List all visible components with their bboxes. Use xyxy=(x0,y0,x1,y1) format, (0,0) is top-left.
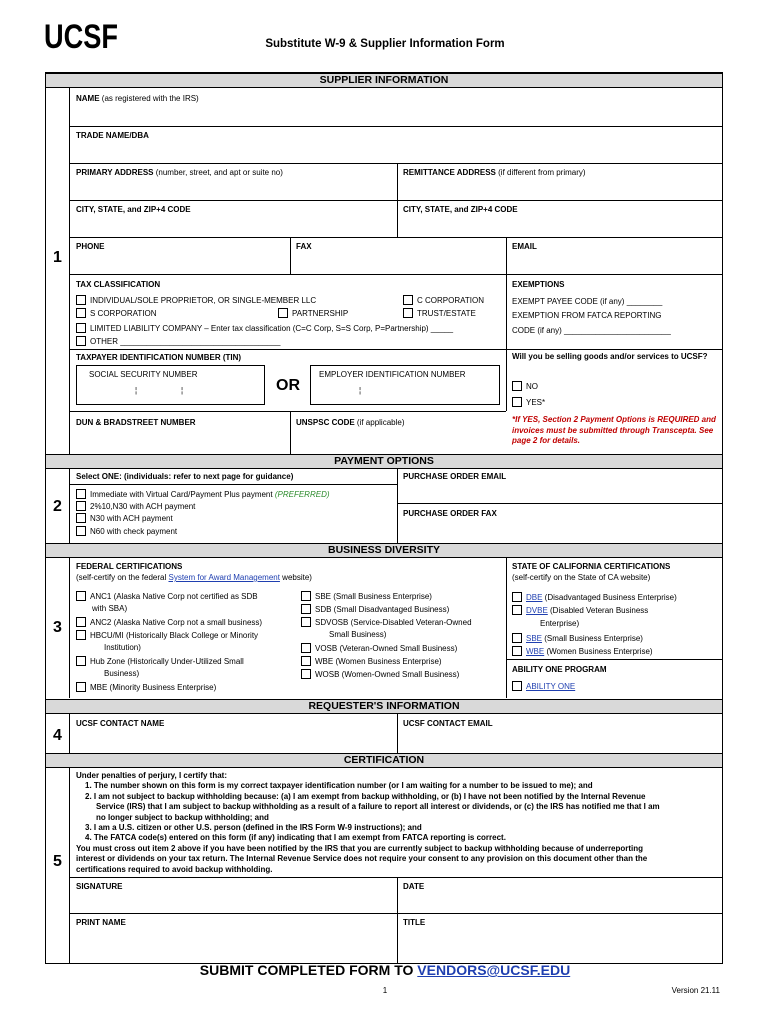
remit-city-state-zip-field[interactable]: CITY, STATE, and ZIP+4 CODE xyxy=(403,205,518,214)
payment-options-header: PAYMENT OPTIONS xyxy=(46,454,722,469)
federal-certifications-label: FEDERAL CERTIFICATIONS xyxy=(76,562,183,571)
state-certifications-label: STATE OF CALIFORNIA CERTIFICATIONS xyxy=(512,562,671,571)
payment-virtual-card-checkbox[interactable]: Immediate with Virtual Card/Payment Plus payment (PREFERRED) xyxy=(76,489,330,499)
fatca-code-field[interactable]: CODE (if any) ________________________ xyxy=(512,326,671,335)
select-one-label: Select ONE: (individuals: refer to next page for guidance) xyxy=(76,472,294,481)
anc1-checkbox[interactable]: ANC1 (Alaska Native Corp not certified as SDB xyxy=(76,591,258,601)
primary-address-field[interactable]: PRIMARY ADDRESS (number, street, and apt or suite no) xyxy=(76,168,283,177)
section-number-5: 5 xyxy=(53,853,62,870)
ability-one-checkbox[interactable]: ABILITY ONE xyxy=(512,681,575,691)
sdb-checkbox[interactable]: SDB (Small Disadvantaged Business) xyxy=(301,604,449,614)
city-state-zip-field[interactable]: CITY, STATE, and ZIP+4 CODE xyxy=(76,205,191,214)
tax-other-checkbox[interactable]: OTHER ____________________________________ xyxy=(76,336,280,346)
payment-n30-checkbox[interactable]: N30 with ACH payment xyxy=(76,513,173,523)
fatca-label: EXEMPTION FROM FATCA REPORTING xyxy=(512,311,662,320)
wosb-checkbox[interactable]: WOSB (Women-Owned Small Business) xyxy=(301,669,459,679)
certification-text: Under penalties of perjury, I certify that: 1. The number shown on this form is my correct taxpayer identification number (or I am waiting for a number to be issued to me); and 2. I am not subject to backup withholding because: (a) I am exempt from backup withholding, or (b) I have not been notified by the Internal Revenue Service (IRS) that I am subject to backup withholding as a result of a failure to report all interest or dividends, or (c) the IRS has notified me that I am no longer subject to backup withholding; and 3. I am a U.S. citizen or other U.S. person (defined in the IRS Form W-9 instructions); and 4. The FATCA code(s) entered on this form (if any) indicating that I am exempt from FATCA reporting is correct. You must cross out item 2 above if you have been notified by the IRS that you are currently subject to backup withholding because of underreporting interest or dividends on your tax return. The Internal Revenue Service does not require your consent to any provision on this document other than the certifications required to avoid backup withholding. xyxy=(76,771,660,874)
or-label: OR xyxy=(276,377,300,394)
version-label: Version 21.11 xyxy=(671,986,720,995)
signature-field[interactable]: SIGNATURE xyxy=(76,882,123,891)
state-note: (self-certify on the State of CA website) xyxy=(512,573,651,582)
section-number-3: 3 xyxy=(53,619,62,636)
wbe-fed-checkbox[interactable]: WBE (Women Business Enterprise) xyxy=(301,656,442,666)
tax-llc-checkbox[interactable]: LIMITED LIABILITY COMPANY – Enter tax classification (C=C Corp, S=S Corp, P=Partnership) _____ xyxy=(76,323,453,333)
unspsc-field[interactable]: UNSPSC CODE (if applicable) xyxy=(296,418,405,427)
hubzone-checkbox[interactable]: Hub Zone (Historically Under-Utilized Small xyxy=(76,656,244,666)
ein-box[interactable]: EMPLOYER IDENTIFICATION NUMBER ¦ xyxy=(310,365,500,405)
exemptions-label: EXEMPTIONS xyxy=(512,280,565,289)
payment-2-10-n30-checkbox[interactable]: 2%10,N30 with ACH payment xyxy=(76,501,195,511)
po-email-field[interactable]: PURCHASE ORDER EMAIL xyxy=(403,472,507,481)
trade-name-field[interactable]: TRADE NAME/DBA xyxy=(76,131,149,140)
section-number-4: 4 xyxy=(53,727,62,744)
date-field[interactable]: DATE xyxy=(403,882,425,891)
certification-header: CERTIFICATION xyxy=(46,753,722,768)
ssn-box[interactable]: SOCIAL SECURITY NUMBER ¦ ¦ xyxy=(76,365,265,405)
tax-classification-label: TAX CLASSIFICATION xyxy=(76,280,161,289)
sbe-fed-checkbox[interactable]: SBE (Small Business Enterprise) xyxy=(301,591,432,601)
payment-n60-checkbox[interactable]: N60 with check payment xyxy=(76,526,177,536)
page-number: 1 xyxy=(382,986,388,995)
mbe-checkbox[interactable]: MBE (Minority Business Enterprise) xyxy=(76,682,216,692)
exempt-payee-code-field[interactable]: EXEMPT PAYEE CODE (if any) ________ xyxy=(512,297,663,306)
print-name-field[interactable]: PRINT NAME xyxy=(76,918,126,927)
sam-link[interactable]: System for Award Management xyxy=(168,573,280,582)
phone-field[interactable]: PHONE xyxy=(76,242,105,251)
vosb-checkbox[interactable]: VOSB (Veteran-Owned Small Business) xyxy=(301,643,457,653)
section-number-1: 1 xyxy=(53,249,62,266)
hbcu-checkbox[interactable]: HBCU/MI (Historically Black College or Minority xyxy=(76,630,258,640)
supplier-information-header: SUPPLIER INFORMATION xyxy=(46,73,722,88)
selling-yes-checkbox[interactable]: YES* xyxy=(512,397,545,407)
ucsf-contact-email-field[interactable]: UCSF CONTACT EMAIL xyxy=(403,719,493,728)
ucsf-contact-name-field[interactable]: UCSF CONTACT NAME xyxy=(76,719,165,728)
w9-form: SUPPLIER INFORMATION 1 NAME (as registered with the IRS) TRADE NAME/DBA PRIMARY ADDRESS (number, street, and apt or suite no) REMITTANCE ADDRESS (if different from primary) CITY, STATE, and ZIP+4 CODE CITY, STATE, and ZIP+4 CODE PHONE FAX EMAIL TAX CLASSIFICATION INDIVIDUAL/SOLE PROPRIETOR, OR SINGLE-MEMBER LLC C CORPORATION S CORPORATION PARTNERSHIP TRUST/ESTATE LIMITED LIABILITY COMPANY – Enter tax classification (C=C Corp, S=S Corp, P=Partnership) _____ OTHER ____________________________________ EXEMPTIONS EXEMPT PAYEE CODE (if any) ________ EXEMPTION FROM FATCA REPORTING CODE (if any) ________________________ TAXPAYER IDENTIFICATION NUMBER (TIN) SOCIAL SECURITY NUMBER ¦ ¦ OR EMPLOYER IDENTIFICATION NUMBER ¦ Will you be selling goods and/or services to UCSF? NO YES* DUN & BRADSTREET NUMBER UNSPSC CODE (if applicable) *If YES, Section 2 Payment Options is REQUIRED and invoices must be submitted through Transcepta. See page 2 for details. PAYMENT OPTIONS 2 Select ONE: (individuals: refer to next page for guidance) Immediate with Virtual Card/Payment Plus payment (PREFERRED) 2%10,N30 with ACH payment N30 with ACH payment N60 with check payment PURCHASE ORDER EMAIL PURCHASE ORDER FAX BUSINESS DIVERSITY 3 FEDERAL CERTIFICATIONS (self-certify on the federal System for Award Management website) ANC1 (Alaska Native Corp not certified as SDB with SBA) ANC2 (Alaska Native Corp not a small business) HBCU/MI (Historically Black College or Minority Institution) Hub Zone (Historically Under-Utilized Small Business) MBE (Minority Business Enterprise) SBE (Small Business Enterprise) SDB (Small Disadvantaged Business) SDVOSB (Service-Disabled Veteran-Owned Small Business) VOSB (Veteran-Owned Small Business) WBE (Women Business Enterprise) WOSB (Women-Owned Small Business) STATE OF CALIFORNIA CERTIFICATIONS (self-certify on the State of CA website) DBE (Disadvantaged Business Enterprise) DVBE (Disabled Veteran Business Enterprise) SBE (Small Business Enterprise) WBE (Women Business Enterprise) ABILITY ONE PROGRAM ABILITY ONE REQUESTER'S INFORMATION 4 UCSF CONTACT NAME UCSF CONTACT EMAIL CERTIFICATION 5 Under penalties of perjury, I certify that: 1. The number shown on this form is my correct taxpayer identification number (or I am waiting for a number to be issued to me); and 2. I am not subject to backup withholding because: (a) I am exempt from backup withholding, or (b) I have not been notified by the Internal Revenue Service (IRS) that I am subject to backup withholding as a result of a failure to report all interest or dividends, or (c) the IRS has notified me that I am no longer subject to backup withholding; and 3. I am a U.S. citizen or other U.S. person (defined in the IRS Form W-9 instructions); and 4. The FATCA code(s) entered on this form (if any) indicating that I am exempt from FATCA reporting is correct. You must cross out item 2 above if you have been notified by the IRS that you are currently subject to backup withholding because of underreporting interest or dividends on your tax return. The Internal Revenue Service does not require your consent to any provision on this document other than the certifications required to avoid backup withholding. SIGNATURE DATE PRINT NAME TITLE xyxy=(45,72,723,964)
requesters-information-header: REQUESTER'S INFORMATION xyxy=(46,699,722,714)
vendors-email-link[interactable]: VENDORS@UCSF.EDU xyxy=(417,962,571,978)
tax-c-corp-checkbox[interactable]: C CORPORATION xyxy=(403,295,484,305)
email-field[interactable]: EMAIL xyxy=(512,242,537,251)
fax-field[interactable]: FAX xyxy=(296,242,312,251)
selling-no-checkbox[interactable]: NO xyxy=(512,381,538,391)
submit-instructions: SUBMIT COMPLETED FORM TO VENDORS@UCSF.EDU xyxy=(199,962,571,978)
title-field[interactable]: TITLE xyxy=(403,918,426,927)
dbe-checkbox[interactable]: DBE (Disadvantaged Business Enterprise) xyxy=(512,592,677,602)
tin-label: TAXPAYER IDENTIFICATION NUMBER (TIN) xyxy=(76,353,242,362)
tax-trust-checkbox[interactable]: TRUST/ESTATE xyxy=(403,308,476,318)
dvbe-checkbox[interactable]: DVBE (Disabled Veteran Business xyxy=(512,605,648,615)
business-diversity-header: BUSINESS DIVERSITY xyxy=(46,543,722,558)
wbe-state-checkbox[interactable]: WBE (Women Business Enterprise) xyxy=(512,646,653,656)
sbe-state-checkbox[interactable]: SBE (Small Business Enterprise) xyxy=(512,633,643,643)
po-fax-field[interactable]: PURCHASE ORDER FAX xyxy=(403,509,497,518)
ability-one-label: ABILITY ONE PROGRAM xyxy=(512,665,607,674)
ssn-label: SOCIAL SECURITY NUMBER xyxy=(89,370,198,379)
dun-bradstreet-field[interactable]: DUN & BRADSTREET NUMBER xyxy=(76,418,196,427)
section-number-2: 2 xyxy=(53,498,62,515)
form-title: Substitute W-9 & Supplier Information Form xyxy=(265,38,505,50)
remittance-address-field[interactable]: REMITTANCE ADDRESS (if different from primary) xyxy=(403,168,586,177)
logo-text: UCSF xyxy=(44,18,118,56)
tax-s-corp-checkbox[interactable]: S CORPORATION xyxy=(76,308,157,318)
tax-partnership-checkbox[interactable]: PARTNERSHIP xyxy=(278,308,348,318)
selling-question: Will you be selling goods and/or services to UCSF? xyxy=(512,352,708,361)
ein-label: EMPLOYER IDENTIFICATION NUMBER xyxy=(319,370,466,379)
anc2-checkbox[interactable]: ANC2 (Alaska Native Corp not a small business) xyxy=(76,617,262,627)
yes-note: *If YES, Section 2 Payment Options is REQUIRED and invoices must be submitted through Transcepta. See page 2 for details. xyxy=(512,415,716,445)
sdvosb-checkbox[interactable]: SDVOSB (Service-Disabled Veteran-Owned xyxy=(301,617,472,627)
federal-note: (self-certify on the federal System for Award Management website) xyxy=(76,573,312,582)
tax-individual-checkbox[interactable]: INDIVIDUAL/SOLE PROPRIETOR, OR SINGLE-MEMBER LLC xyxy=(76,295,316,305)
name-field[interactable]: NAME (as registered with the IRS) xyxy=(76,94,199,103)
